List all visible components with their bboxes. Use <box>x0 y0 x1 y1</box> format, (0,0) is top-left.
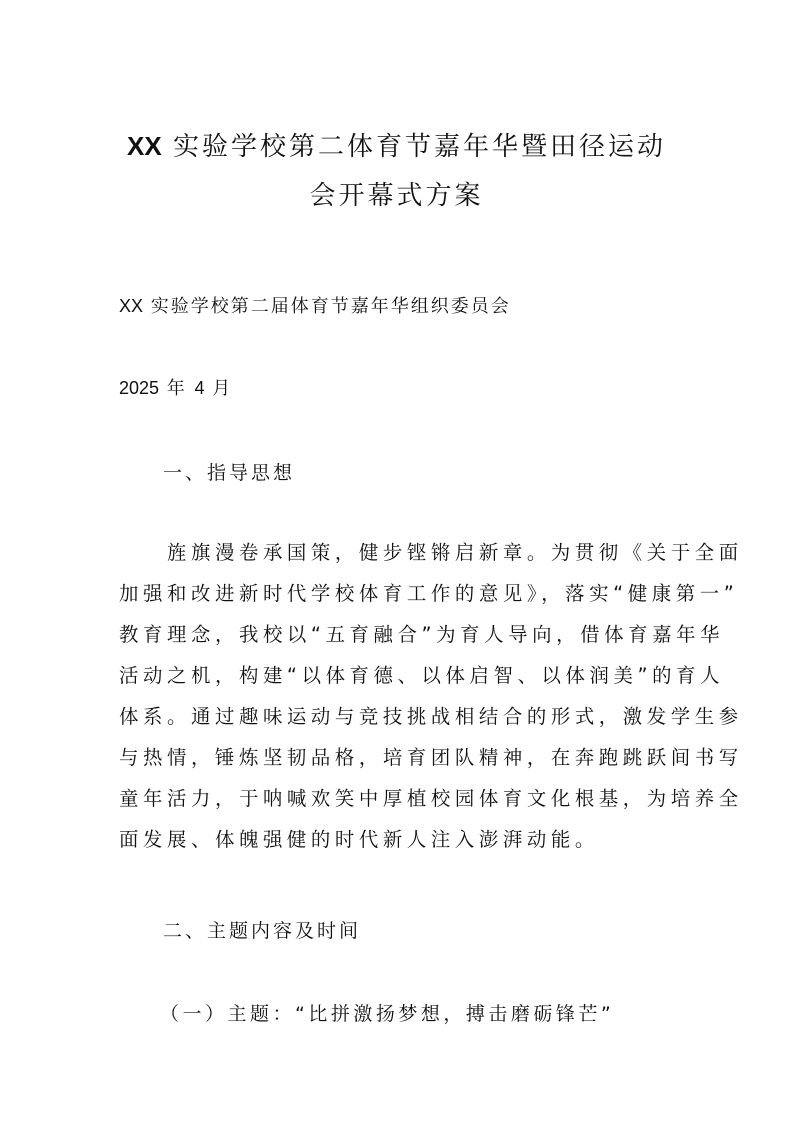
paragraph-line: 童年活力，于呐喊欢笑中厚植校园体育文化根基，为培养全 <box>119 787 743 810</box>
paragraph-line: 旌旗漫卷承国策，健步铿锵启新章。为贯彻《关于全面 <box>119 541 743 564</box>
section-heading-theme-and-time: 二、主题内容及时间 <box>163 920 362 942</box>
paragraph-line: 加强和改进新时代学校体育工作的意见》，落实“健康第一” <box>119 582 739 605</box>
subheading-theme: （一）主题：“比拼激扬梦想，搏击磨砺锋芒” <box>160 1003 615 1025</box>
paragraph-line: 教育理念，我校以“五育融合”为育人导向，借体育嘉年华 <box>119 623 725 646</box>
title-text-line-2: 会开幕式方案 <box>309 181 484 211</box>
organizer-line <box>119 292 511 318</box>
date-month-unit: 月 <box>204 378 233 399</box>
guiding-ideology-paragraph <box>119 532 743 860</box>
paragraph-line: 面发展、体魄强健的时代新人注入澎湃动能。 <box>119 828 599 851</box>
date-month: 4 <box>194 378 205 398</box>
date-line <box>119 374 232 400</box>
date-year-unit: 年 <box>159 378 195 399</box>
organizer-prefix: XX <box>119 296 144 316</box>
document-title-line-1 <box>100 120 693 173</box>
document-title-line-2 <box>100 170 693 222</box>
paragraph-line: 活动之机，构建“以体育德、以体启智、以体润美”的育人 <box>119 664 725 687</box>
section-heading-guiding-ideology: 一、指导思想 <box>163 462 296 484</box>
organizer-text: 实验学校第二届体育节嘉年华组织委员会 <box>143 296 511 317</box>
paragraph-line: 与热情，锤炼坚韧品格，培育团队精神，在奔跑跳跃间书写 <box>119 746 743 769</box>
date-year: 2025 <box>119 378 160 398</box>
title-text-line-1: 实验学校第二体育节嘉年华暨田径运动 <box>161 132 666 162</box>
title-prefix: XX <box>127 131 162 161</box>
paragraph-line: 体系。通过趣味运动与竞技挑战相结合的形式，激发学生参 <box>119 705 743 728</box>
